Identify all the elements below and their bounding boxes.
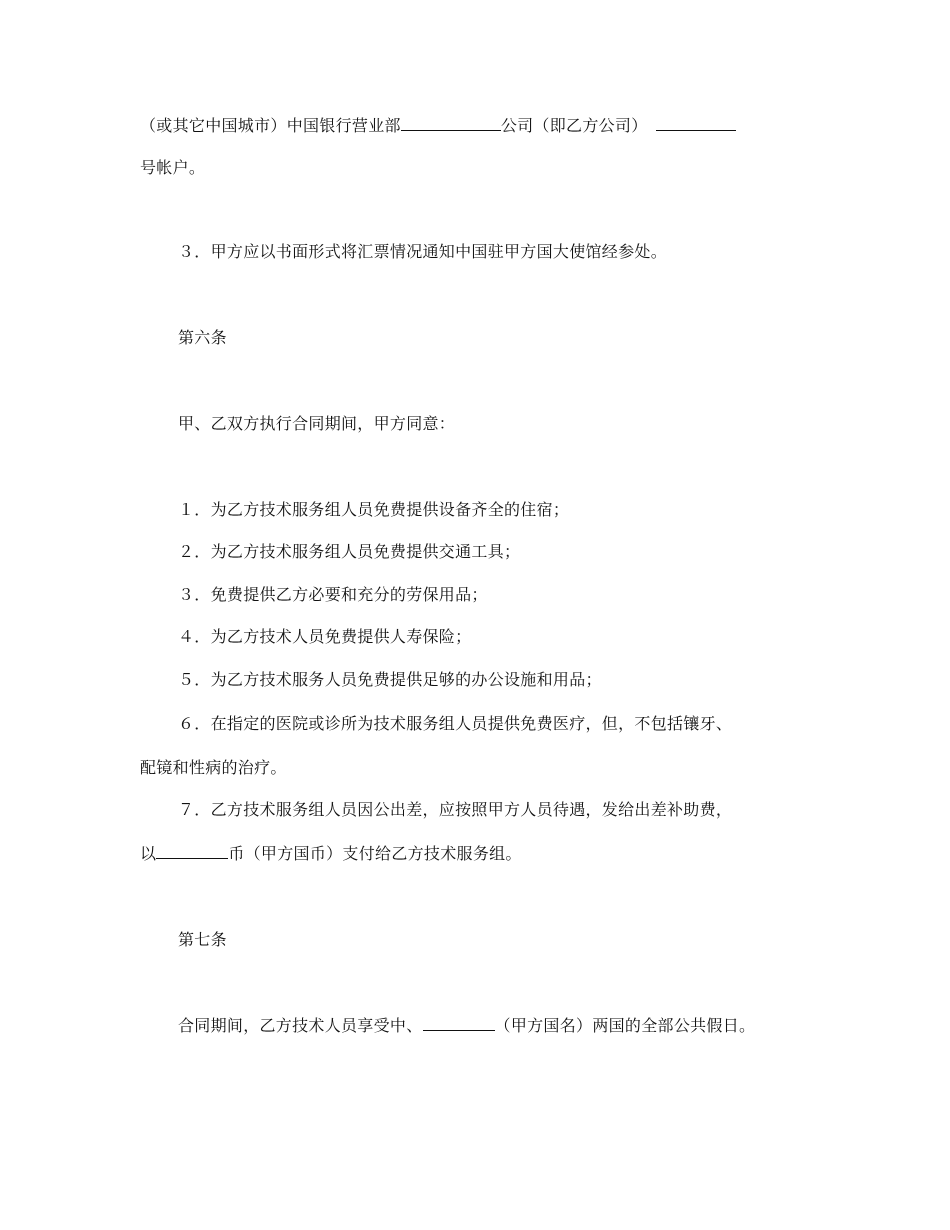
text: ６．在指定的医院或诊所为技术服务组人员提供免费医疗，但，不包括镶牙、 <box>178 714 733 733</box>
text: ２．为乙方技术服务组人员免费提供交通工具； <box>178 542 521 561</box>
article-7-holidays <box>178 1016 755 1036</box>
paragraph-bank-account-line2 <box>140 158 205 178</box>
list-item <box>178 542 520 562</box>
paragraph-bank-account-line1 <box>140 116 736 136</box>
blank-field-company <box>401 116 501 131</box>
text: ４．为乙方技术人员免费提供人寿保险； <box>178 627 472 646</box>
article-7-title <box>178 930 227 950</box>
text: 号帐户。 <box>140 158 206 177</box>
text: 以 <box>140 844 157 863</box>
list-item <box>178 670 602 690</box>
list-item-7-line2 <box>140 844 522 864</box>
text: （或其它中国城市）中国银行营业部 <box>140 116 401 135</box>
text: ３．免费提供乙方必要和充分的劳保用品； <box>178 585 488 604</box>
blank-field-account <box>656 116 736 131</box>
blank-field-country <box>423 1016 495 1031</box>
list-item <box>178 585 488 605</box>
article-6-title <box>178 328 227 348</box>
text: 币（甲方国币）支付给乙方技术服务组。 <box>228 844 522 863</box>
list-item-6-line2 <box>140 758 287 778</box>
text: 公司（即乙方公司） <box>500 116 648 135</box>
list-item <box>178 500 569 520</box>
text: （甲方国名）两国的全部公共假日。 <box>494 1016 756 1035</box>
paragraph-notice-embassy <box>178 242 667 262</box>
text: 配镜和性病的治疗。 <box>140 758 287 777</box>
blank-field-currency <box>156 844 228 859</box>
text: ５．为乙方技术服务人员免费提供足够的办公设施和用品； <box>178 670 602 689</box>
list-item-6-line1 <box>178 714 732 734</box>
text: 合同期间，乙方技术人员享受中、 <box>178 1016 423 1035</box>
article-6-intro <box>178 414 455 434</box>
text: 甲、乙双方执行合同期间，甲方同意： <box>178 414 456 433</box>
text: ７．乙方技术服务组人员因公出差，应按照甲方人员待遇，发给出差补助费， <box>178 800 733 819</box>
list-item <box>178 627 471 647</box>
text: ３．甲方应以书面形式将汇票情况通知中国驻甲方国大使馆经参处。 <box>178 242 668 261</box>
text: 第六条 <box>178 328 227 347</box>
text: 第七条 <box>178 930 227 949</box>
list-item-7-line1 <box>178 800 732 820</box>
text: １．为乙方技术服务组人员免费提供设备齐全的住宿； <box>178 500 570 519</box>
